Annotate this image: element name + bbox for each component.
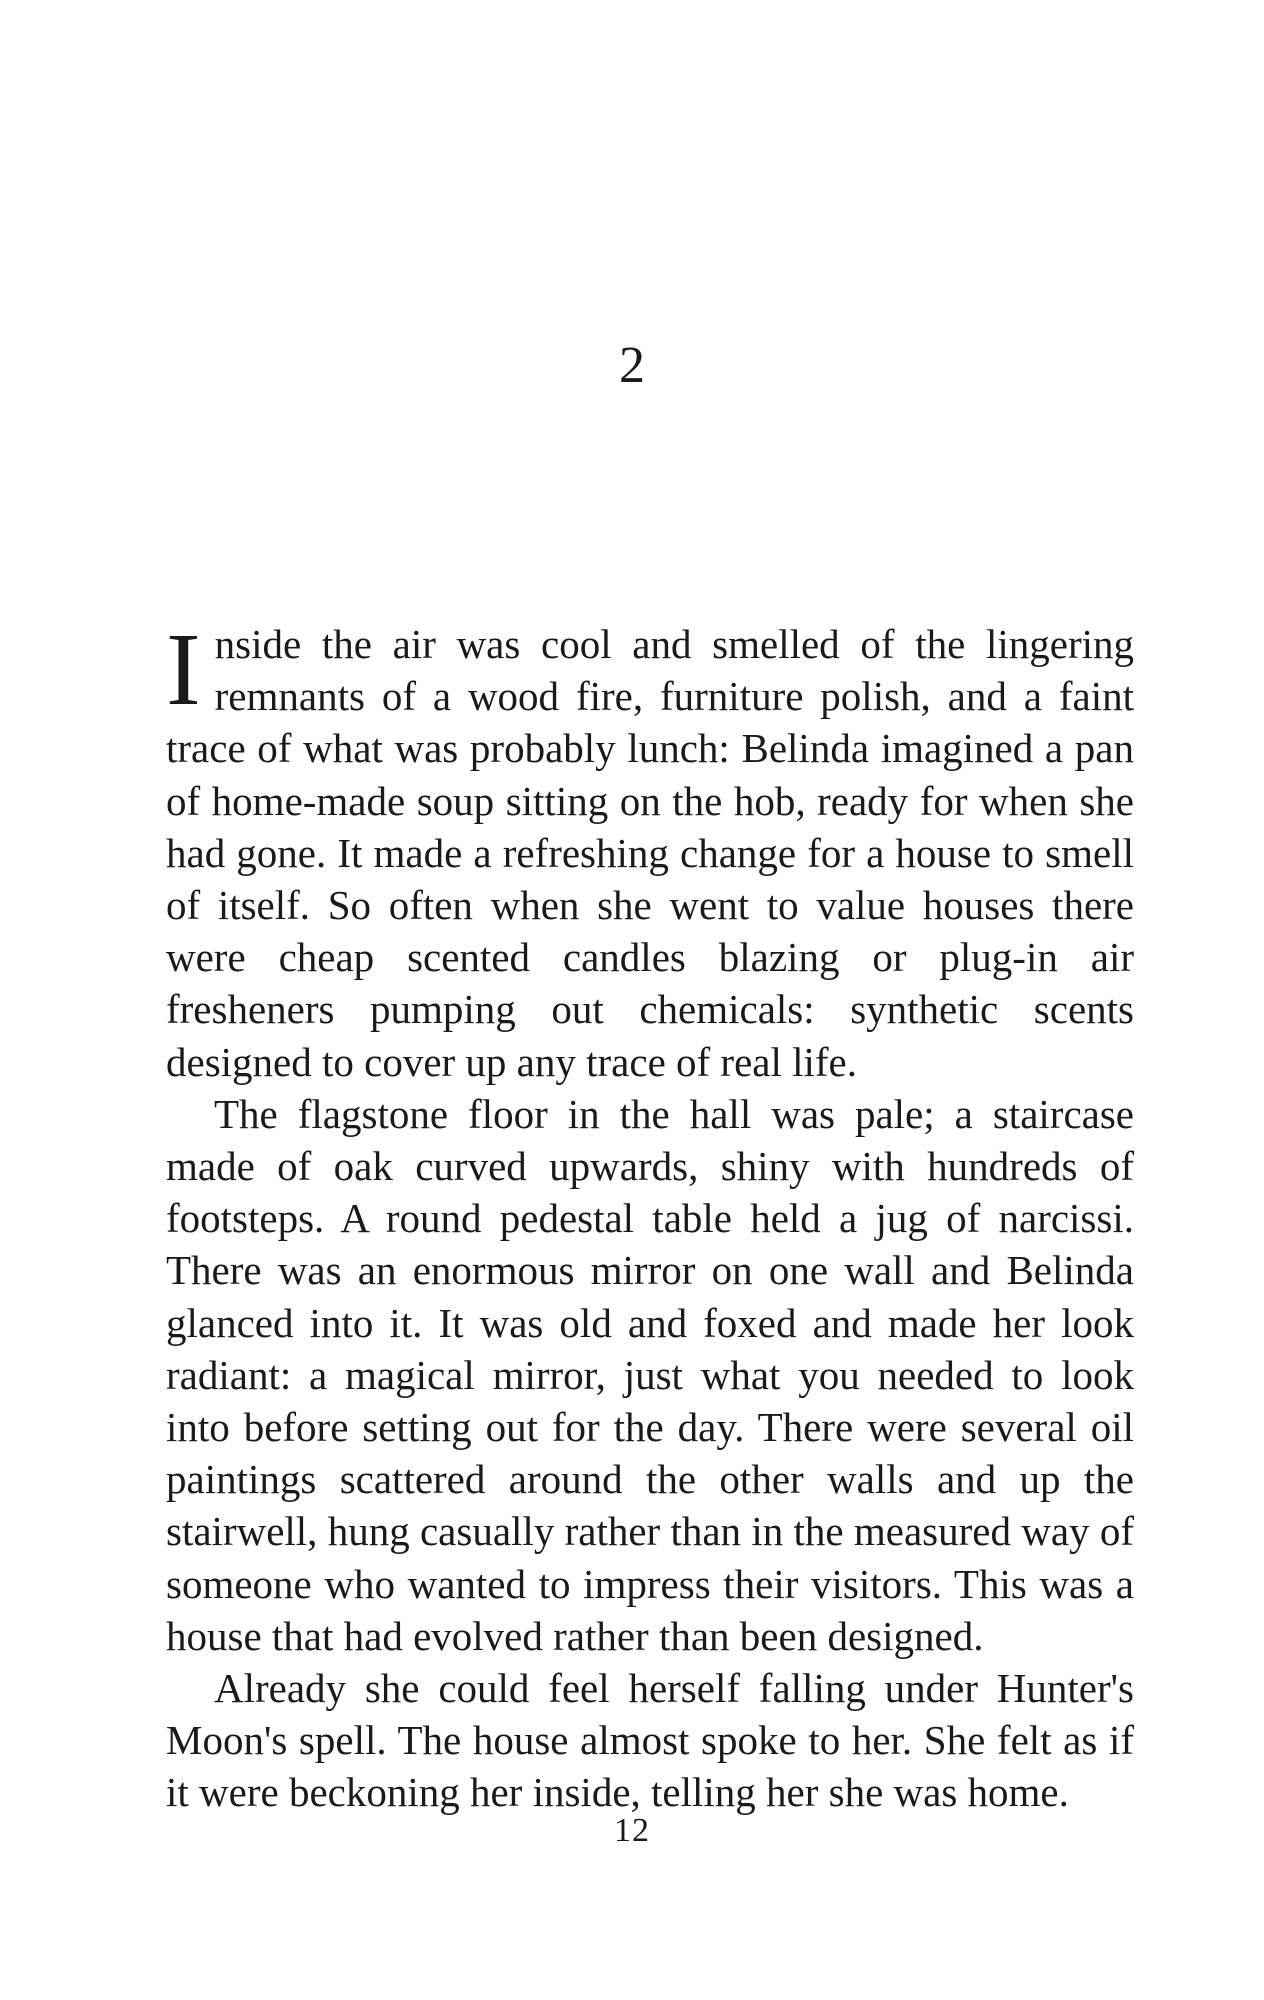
paragraph-2: The flagstone floor in the hall was pale; a staircase made of oak curved upwards, shiny with hundreds of footsteps. A round pedestal table held a jug of narcissi. There was an enormous mirror on one wall and Belinda glanced into it. It was old and foxed and made her look radiant: a magical mirror, just what you needed to look into before setting out for the day. There were several oil paintings scattered around the other walls and up the stairwell, hung casually rather than in the measured way of someone who wanted to impress their visitors. This was a house that had evolved rather than been designed. [166,1090,1134,1659]
page-number: 12 [614,1812,650,1849]
paragraph-1 [166,612,1134,1088]
chapter-number: 2 [619,337,645,394]
drop-cap: I [166,612,201,727]
chapter-body [166,612,1134,1819]
paragraph-1-text: nside the air was cool and smelled of the lingering remnants of a wood fire, furniture polish, and a faint trace of what was probably lunch: Belinda imagined a pan of home-made soup sitting on the hob, ready for when she had gone. It made a refreshing change for a house to smell of itself. So often when she went to value houses there were cheap scented candles blazing or plug-in air fresheners pumping out chemicals: synthetic scents designed to cover up any trace of real life. [166,621,1134,1085]
paragraph-3: Already she could feel herself falling under Hunter's Moon's spell. The house almost spoke to her. She felt as if it were beckoning her inside, telling her she was home. [166,1665,1134,1816]
